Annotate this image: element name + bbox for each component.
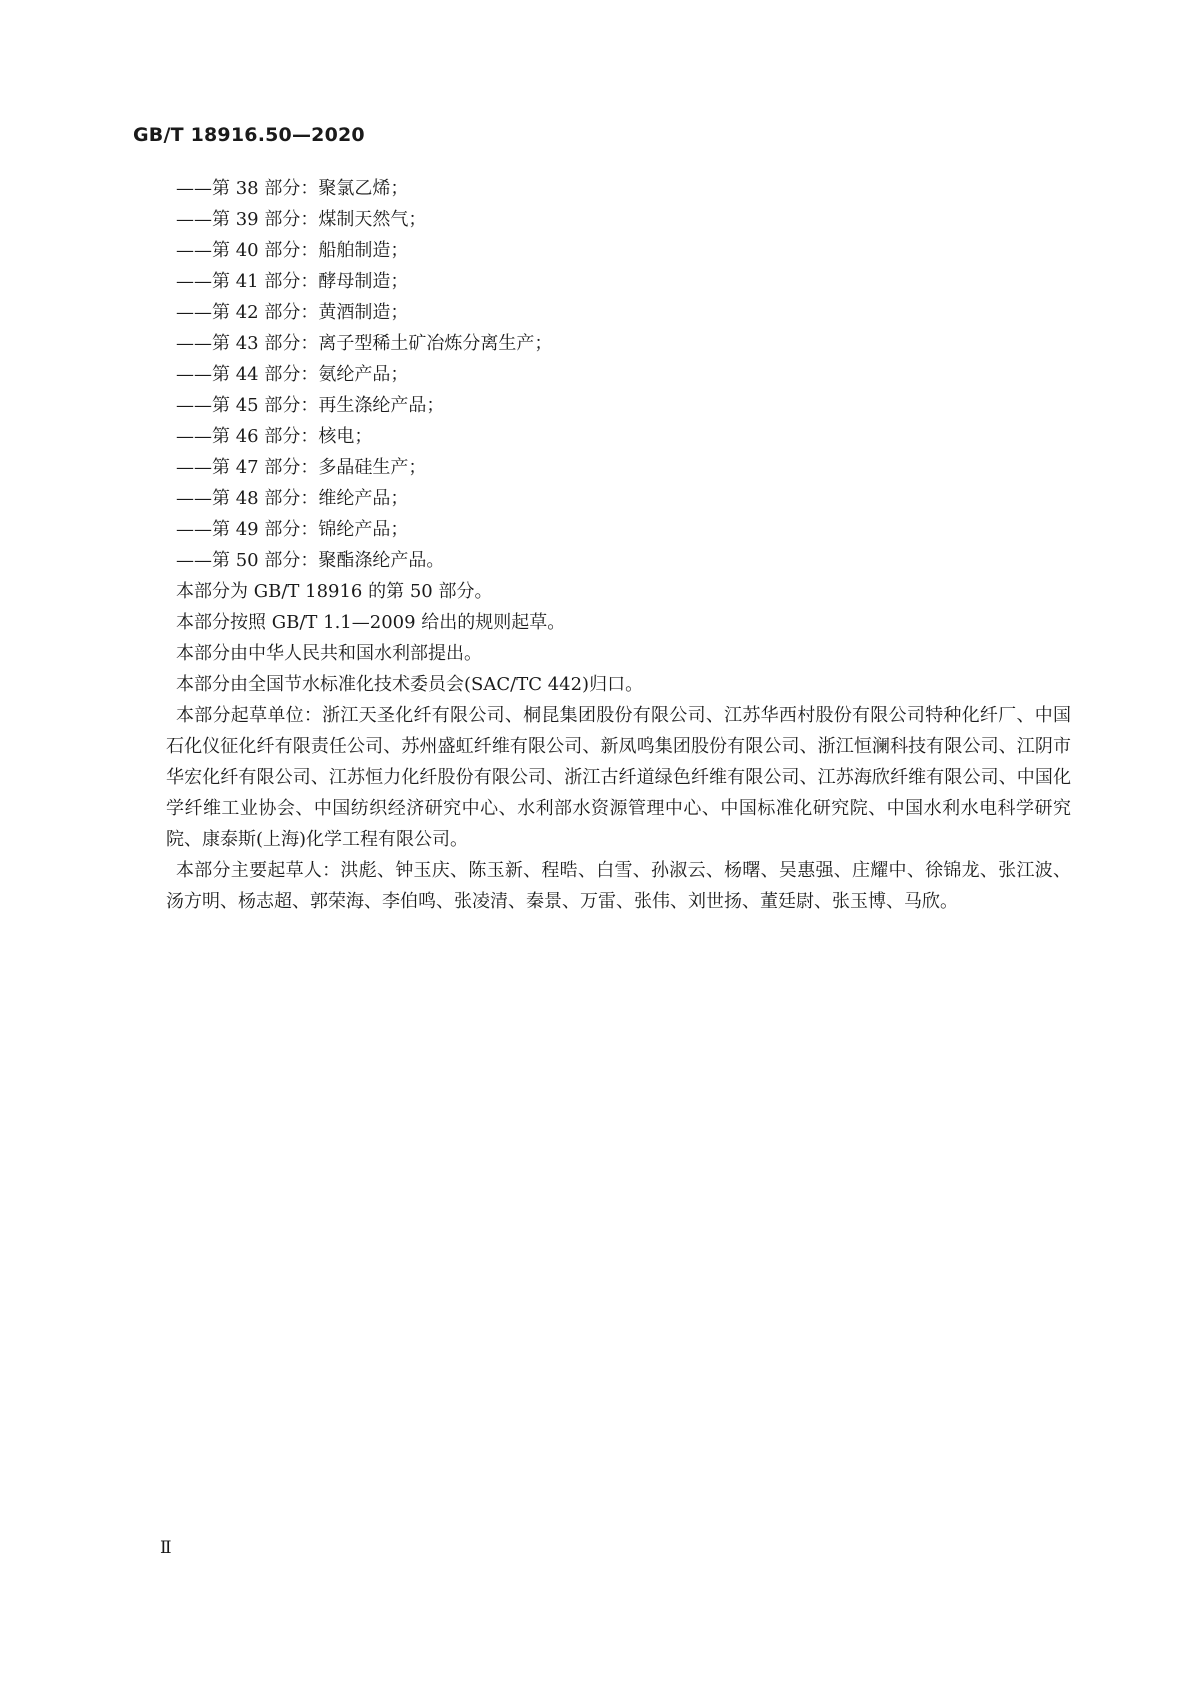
paragraph-part-statement: 本部分为 GB/T 18916 的第 50 部分。 — [176, 581, 493, 602]
page-number: Ⅱ — [160, 1538, 172, 1558]
part-item-47: ——第 47 部分：多晶硅生产； — [176, 457, 427, 478]
part-item-48: ——第 48 部分：维纶产品； — [176, 488, 409, 509]
paragraph-proposer: 本部分由中华人民共和国水利部提出。 — [176, 643, 482, 664]
paragraph-centralized-by: 本部分由全国节水标准化技术委员会(SAC/TC 442)归口。 — [176, 674, 644, 695]
parts-list — [166, 173, 1071, 576]
part-item-45: ——第 45 部分：再生涤纶产品； — [176, 395, 445, 416]
paragraph-main-drafters: 本部分主要起草人：洪彪、钟玉庆、陈玉新、程晧、白雪、孙淑云、杨曙、吴惠强、庄耀中、徐锦龙、张江波、汤方明、杨志超、郭荣海、李伯鸣、张凌清、秦景、万雷、张伟、刘世扬、董廷尉、张玉博、马欣。 — [166, 860, 1071, 912]
paragraph-drafting-units: 本部分起草单位：浙江天圣化纤有限公司、桐昆集团股份有限公司、江苏华西村股份有限公司特种化纤厂、中国石化仪征化纤有限责任公司、苏州盛虹纤维有限公司、新凤鸣集团股份有限公司、浙江恒澜科技有限公司、江阴市华宏化纤有限公司、江苏恒力化纤股份有限公司、浙江古纤道绿色纤维有限公司、江苏海欣纤维有限公司、中国化学纤维工业协会、中国纺织经济研究中心、水利部水资源管理中心、中国标准化研究院、中国水利水电科学研究院、康泰斯(上海)化学工程有限公司。 — [166, 705, 1071, 850]
document-code-header: GB/T 18916.50—2020 — [133, 124, 365, 146]
paragraph-drafting-rules: 本部分按照 GB/T 1.1—2009 给出的规则起草。 — [176, 612, 566, 633]
part-item-40: ——第 40 部分：船舶制造； — [176, 240, 409, 261]
part-item-43: ——第 43 部分：离子型稀土矿冶炼分离生产； — [176, 333, 553, 354]
part-item-49: ——第 49 部分：锦纶产品； — [176, 519, 409, 540]
part-item-38: ——第 38 部分：聚氯乙烯； — [176, 178, 409, 199]
part-item-50: ——第 50 部分：聚酯涤纶产品。 — [176, 550, 445, 571]
part-item-46: ——第 46 部分：核电； — [176, 426, 373, 447]
document-body — [166, 173, 1071, 917]
part-item-44: ——第 44 部分：氨纶产品； — [176, 364, 409, 385]
part-item-39: ——第 39 部分：煤制天然气； — [176, 209, 427, 230]
part-item-41: ——第 41 部分：酵母制造； — [176, 271, 409, 292]
part-item-42: ——第 42 部分：黄酒制造； — [176, 302, 409, 323]
